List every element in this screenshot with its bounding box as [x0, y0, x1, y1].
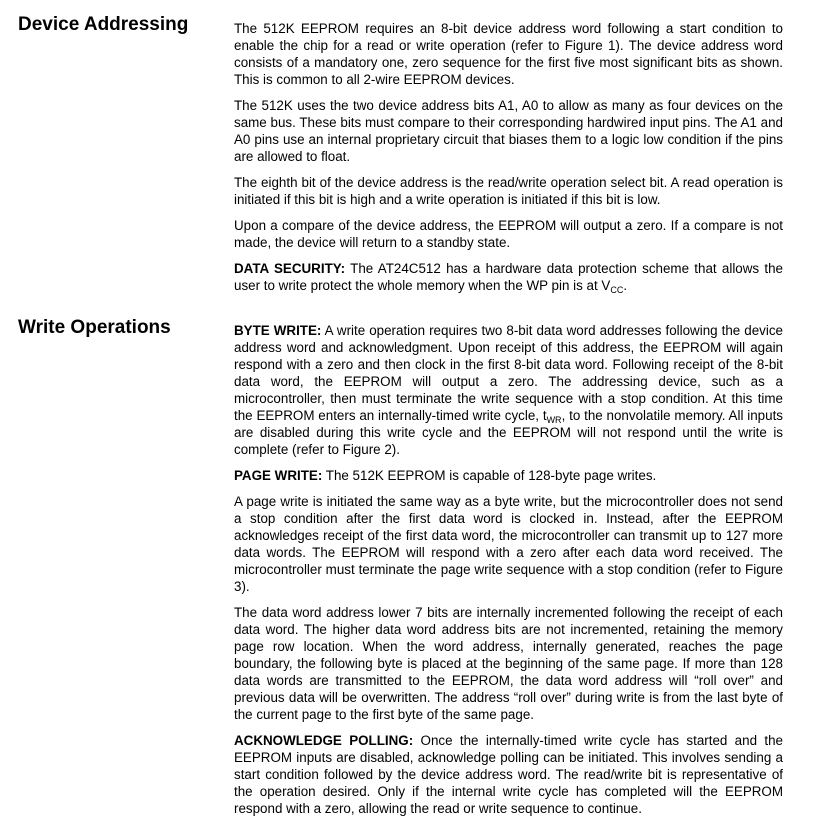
paragraph-text: The 512K uses the two device address bits A1, A0 to allow as many as four devices on the same bus. These bits must compare to their corresponding hardwired input pins. The A1 and A0 pins use an internal proprietary circuit that biases them to a logic low condition if the pins are allowed to float. [234, 98, 783, 164]
section-body [234, 322, 783, 826]
paragraph [234, 217, 783, 251]
paragraph [234, 604, 783, 723]
paragraph-text: Upon a compare of the device address, the EEPROM will output a zero. If a compare is not made, the device will return to a standby state. [234, 218, 783, 250]
section-heading: Write Operations [18, 317, 171, 338]
paragraph-text: A write operation requires two 8-bit data word addresses following the device address word and acknowledgment. Upon receipt of this address, the EEPROM will again respond with a zero and then clock in the first 8-bit data word. Following receipt of the 8-bit data word, the EEPROM will output a zero. The addressing device, such as a microcontroller, then must terminate the write sequence with a stop condition. At this time the EEPROM enters an internally-timed write cycle, t [234, 323, 783, 423]
paragraph-lead-in: DATA SECURITY: [234, 261, 346, 276]
paragraph-text: , to the nonvolatile memory. All inputs are disabled during this write cycle and the EEPROM will not respond until the write is complete (refer to Figure 2). [234, 408, 783, 457]
paragraph [234, 20, 783, 88]
paragraph [234, 322, 783, 458]
paragraph-text: The eighth bit of the device address is the read/write operation select bit. A read operation is initiated if this bit is high and a write operation is initiated if this bit is low. [234, 175, 783, 207]
paragraph [234, 97, 783, 165]
paragraph [234, 260, 783, 294]
subscript: CC [610, 285, 624, 295]
paragraph-lead-in: ACKNOWLEDGE POLLING: [234, 733, 414, 748]
paragraph-lead-in: BYTE WRITE: [234, 323, 322, 338]
paragraph [234, 493, 783, 595]
paragraph-lead-in: PAGE WRITE: [234, 468, 323, 483]
paragraph-text: The 512K EEPROM is capable of 128-byte page writes. [322, 468, 657, 483]
paragraph-text: The 512K EEPROM requires an 8-bit device address word following a start condition to enable the chip for a read or write operation (refer to Figure 1). The device address word consists of a mandatory one, zero sequence for the first five most significant bits as shown. This is common to all 2-wire EEPROM devices. [234, 21, 783, 87]
section-heading: Device Addressing [18, 14, 189, 35]
paragraph-text: The AT24C512 has a hardware data protection scheme that allows the user to write protect the whole memory when the WP pin is at V [234, 261, 783, 293]
paragraph-text: The data word address lower 7 bits are internally incremented following the receipt of each data word. The higher data word address bits are not incremented, retaining the memory page row location. When the word address, internally generated, reaches the page boundary, the following byte is placed at the beginning of the same page. If more than 128 data words are transmitted to the EEPROM, the data word address will “roll over” and previous data will be overwritten. The address “roll over” during write is from the last byte of the current page to the first byte of the same page. [234, 605, 783, 722]
section-device-addressing [0, 0, 813, 303]
paragraph [234, 174, 783, 208]
section-body [234, 20, 783, 303]
paragraph [234, 732, 783, 817]
paragraph-text: . [623, 278, 628, 293]
section-write-operations [0, 303, 813, 826]
paragraph [234, 467, 783, 484]
paragraph-text: Once the internally-timed write cycle has started and the EEPROM inputs are disabled, acknowledge polling can be initiated. This involves sending a start condition followed by the device address word. The read/write bit is representative of the operation desired. Only if the internal write cycle has completed will the EEPROM respond with a zero, allowing the read or write sequence to continue. [234, 733, 783, 816]
subscript: WR [546, 415, 562, 425]
paragraph-text: A page write is initiated the same way as a byte write, but the microcontroller does not send a stop condition after the first data word is clocked in. Instead, after the EEPROM acknowledges receipt of the first data word, the microcontroller can transmit up to 127 more data words. The EEPROM will respond with a zero after each data word received. The microcontroller must terminate the page write sequence with a stop condition (refer to Figure 3). [234, 494, 783, 594]
